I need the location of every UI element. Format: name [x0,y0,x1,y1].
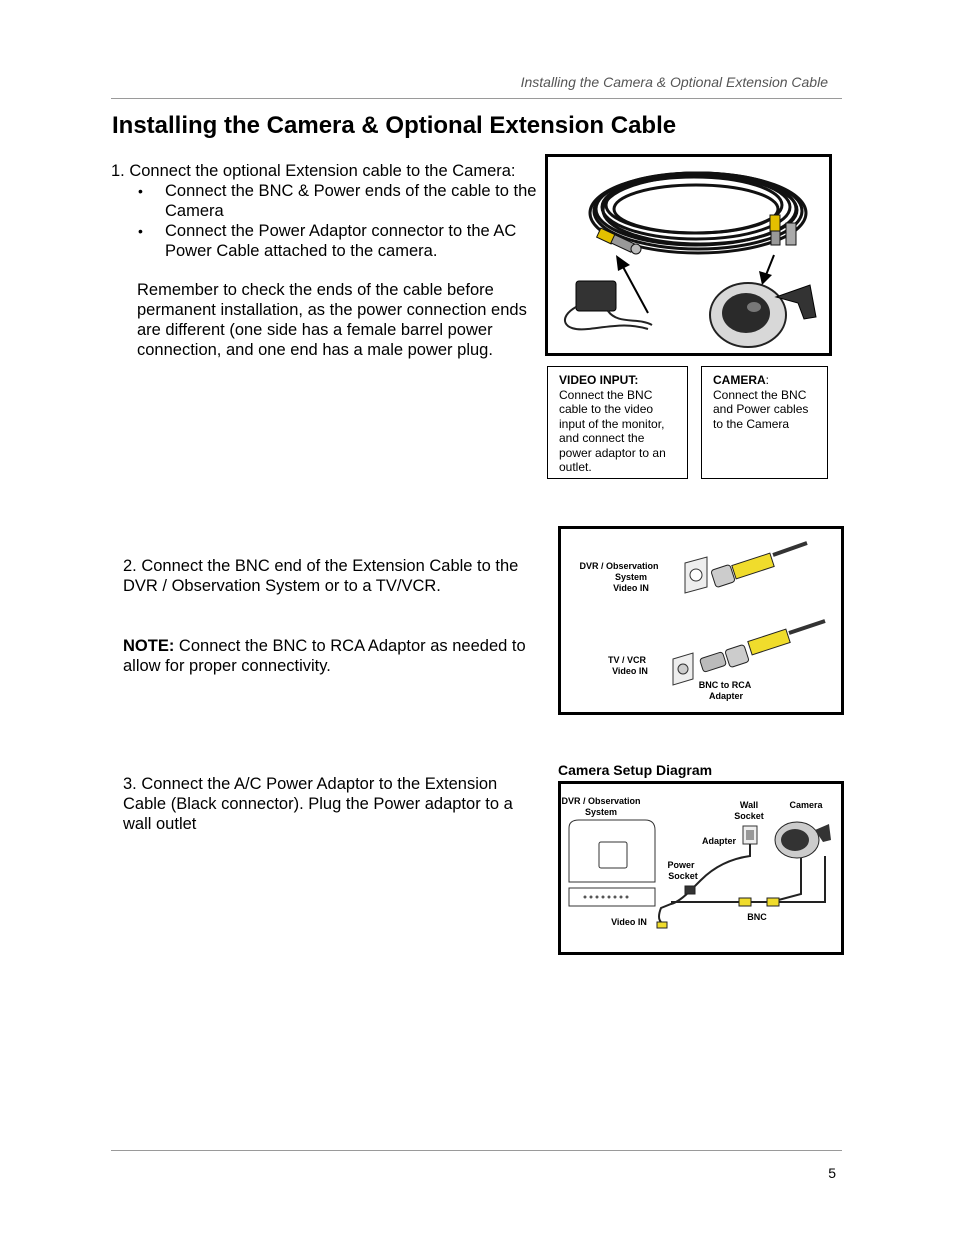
tv-label-1: TV / VCR [607,655,647,665]
adapter-label-2: Adapter [708,691,744,701]
dvr-label-1: DVR / Observation [579,561,659,571]
wall-label-1: Wall [739,800,759,810]
adapter-label: Adapter [701,836,737,846]
page-number: 5 [828,1165,836,1181]
setup-diagram-title: Camera Setup Diagram [558,762,713,778]
video-in-label: Video IN [611,917,647,927]
step-2-note [123,636,553,676]
camera-text: Connect the BNC and Power cables to the Camera [713,387,809,431]
setup-dvr-label-1: DVR / Observation [561,796,641,806]
step-1-intro: 1. Connect the optional Extension cable to the Camera: [111,162,516,180]
camera-label-colon: : [765,373,770,387]
step-2-text: 2. Connect the BNC end of the Extension Cable to the DVR / Observation System or to a TV/VCR. [123,557,519,595]
step-3: 3. Connect the A/C Power Adaptor to the Extension Cable (Black connector). Plug the Power adaptor to a wall outlet [123,775,513,833]
dvr-label-3: Video IN [613,583,649,593]
camera-setup-diagram [558,781,844,955]
power-socket-label-1: Power [667,860,695,870]
wall-label-2: Socket [734,811,764,821]
note-text: Connect the BNC to RCA Adaptor as needed to allow for proper connectivity. [123,637,526,675]
bnc-connection-drawing [561,529,841,712]
step-1-bullet-list [111,181,541,261]
bnc-socket-dvr [685,557,707,593]
camera-setup-drawing [561,784,841,952]
power-adaptor [565,281,652,329]
camera-caption [701,366,828,479]
power-socket-label-2: Socket [668,871,698,881]
setup-dvr-label-2: System [584,807,618,817]
extension-cable-illustration [548,157,829,353]
header-rule [111,98,842,99]
bnc-connection-diagram [558,526,844,715]
camera-label: CAMERA [713,373,766,387]
video-input-label: VIDEO INPUT: [559,373,639,387]
note-label: NOTE: [123,637,175,655]
dvr-label-2: System [614,572,648,582]
step-1-paragraph: Remember to check the ends of the cable before permanent installation, as the power connection ends are different (one side has a female barrel power connection, and one end has a male power plug. [137,281,527,359]
bnc-label: BNC [747,912,767,922]
step-1-bullet: • Connect the BNC & Power ends of the cable to the Camera [111,181,541,221]
camera-dome [710,283,816,347]
step-2 [123,556,553,676]
footer-rule [111,1150,842,1151]
step-1-bullet: • Connect the Power Adaptor connector to the AC Power Cable attached to the camera. [111,221,541,261]
rca-socket-tv [673,653,693,685]
tv-label-2: Video IN [612,666,648,676]
bnc-cable-top [711,543,807,588]
setup-camera [775,822,831,858]
dvr-unit [569,820,655,906]
video-input-text: Connect the BNC cable to the video input of the monitor, and connect the power adaptor to an outlet. [559,387,666,474]
page-title: Installing the Camera & Optional Extension Cable [112,112,677,139]
bnc-cable-bottom [748,621,825,655]
running-header: Installing the Camera & Optional Extension Cable [520,74,828,90]
video-input-caption [547,366,688,479]
arrow-video-input [616,255,648,313]
step-1 [111,161,541,360]
adapter-label-1: BNC to RCA [698,680,752,690]
camera-label-diagram: Camera [789,800,823,810]
wall-socket [743,826,757,844]
arrow-camera [759,255,774,285]
extension-cable-photo [545,154,832,356]
bnc-to-rca-adapter [699,644,749,672]
